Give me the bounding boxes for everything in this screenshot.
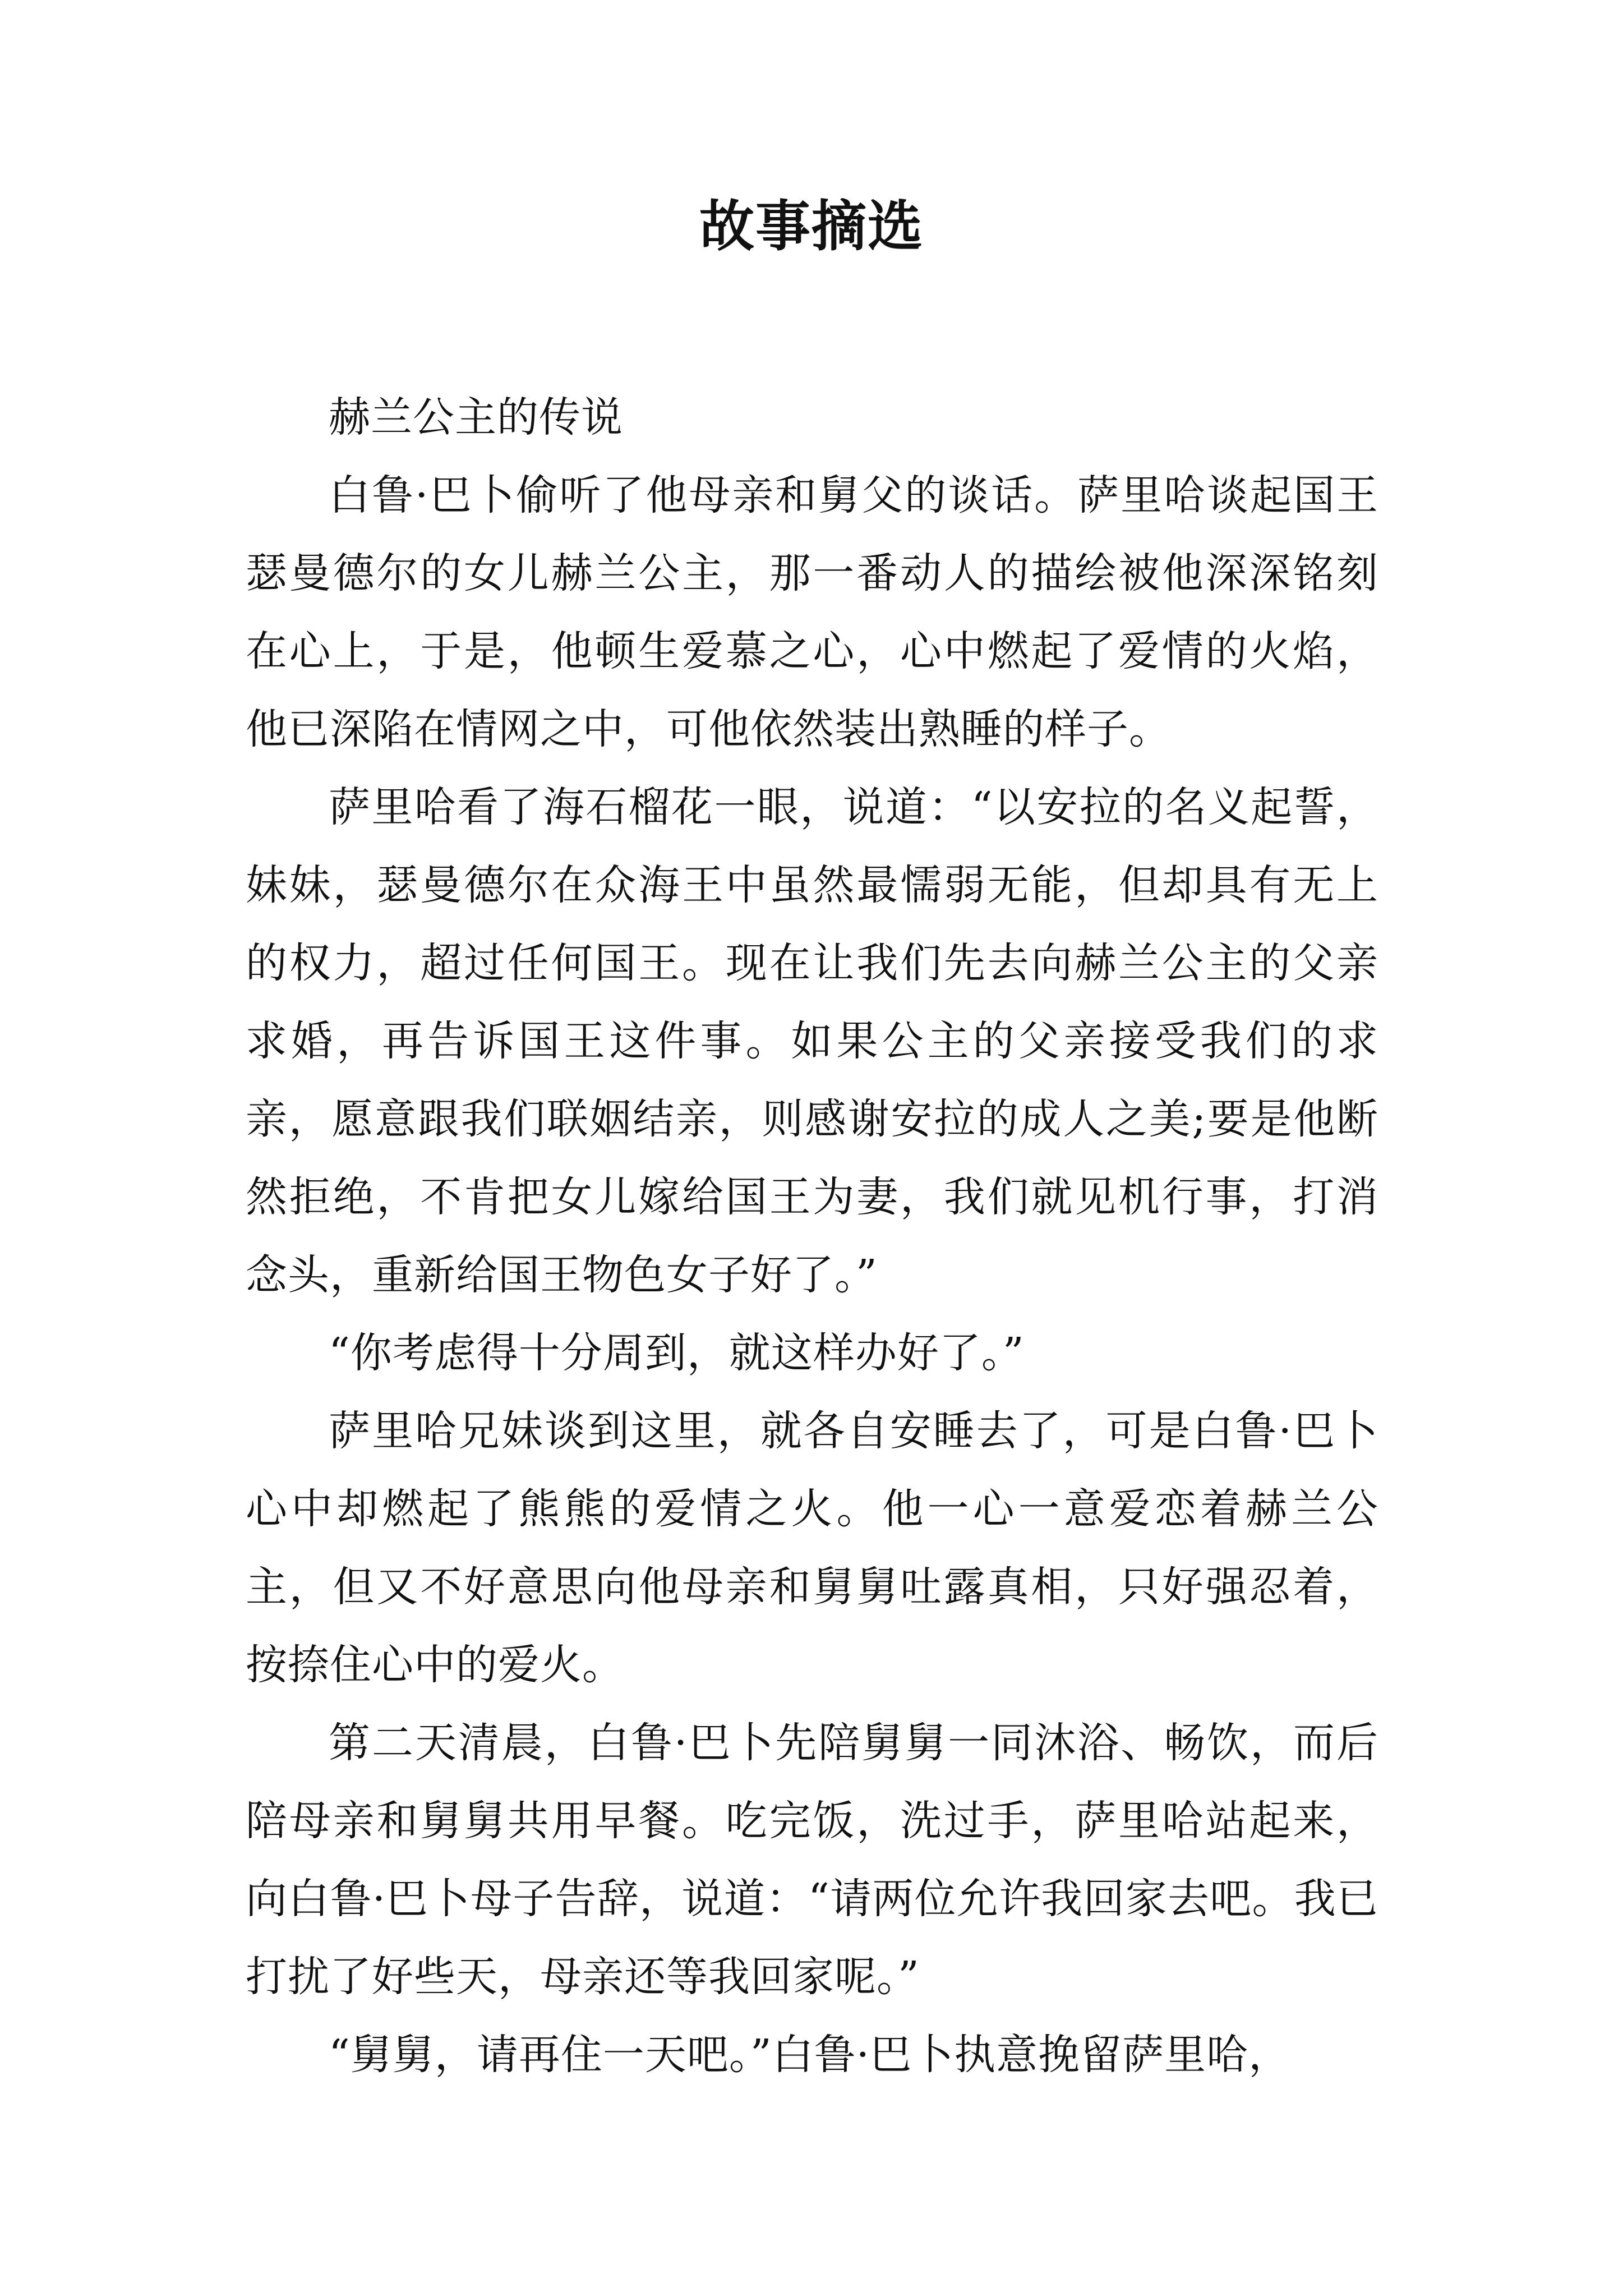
paragraph: 白鲁·巴卜偷听了他母亲和舅父的谈话。萨里哈谈起国王瑟曼德尔的女儿赫兰公主，那一番动人的描绘被他深深铭刻在心上，于是，他顿生爱慕之心，心中燃起了爱情的火焰，他已深陷在情网之中，可他依然装出熟睡的样子。 (246, 471, 1378, 753)
paragraph: “舅舅，请再住一天吧。”白鲁·巴卜执意挽留萨里哈， (329, 2031, 1291, 2079)
document-body (246, 379, 1378, 2094)
paragraph: “你考虑得十分周到，就这样办好了。” (329, 1329, 1025, 1377)
section-heading: 赫兰公主的传说 (329, 393, 623, 441)
document-title: 故事摘选 (699, 194, 924, 259)
paragraph: 萨里哈看了海石榴花一眼，说道：“以安拉的名义起誓，妹妹，瑟曼德尔在众海王中虽然最懦弱无能，但却具有无上的权力，超过任何国王。现在让我们先去向赫兰公主的父亲求婚，再告诉国王这件事。如果公主的父亲接受我们的求亲，愿意跟我们联姻结亲，则感谢安拉的成人之美;要是他断然拒绝，不肯把女儿嫁给国王为妻，我们就见机行事，打消念头，重新给国王物色女子好了。” (246, 783, 1378, 1299)
paragraph: 萨里哈兄妹谈到这里，就各自安睡去了，可是白鲁·巴卜心中却燃起了熊熊的爱情之火。他一心一意爱恋着赫兰公主，但又不好意思向他母亲和舅舅吐露真相，只好强忍着，按捺住心中的爱火。 (246, 1407, 1378, 1689)
paragraph: 第二天清晨，白鲁·巴卜先陪舅舅一同沐浴、畅饮，而后陪母亲和舅舅共用早餐。吃完饭，洗过手，萨里哈站起来，向白鲁·巴卜母子告辞，说道：“请两位允许我回家去吧。我已打扰了好些天，母亲还等我回家呢。” (246, 1719, 1378, 2001)
